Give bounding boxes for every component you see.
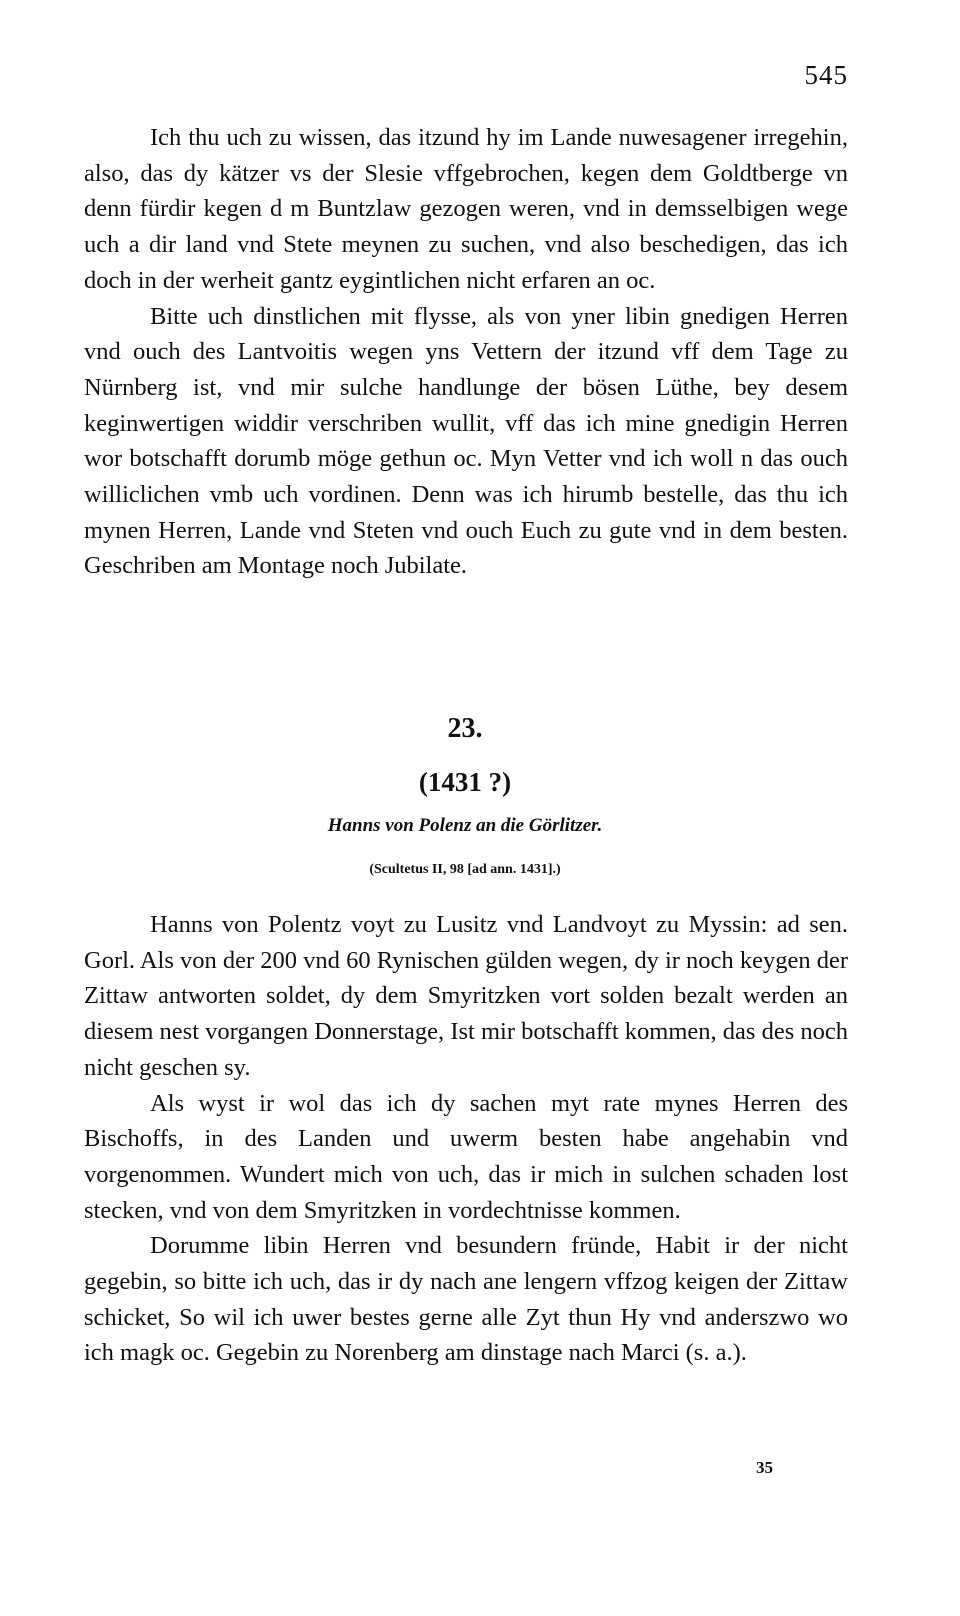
document-heading: Hanns von Polenz an die Görlitzer. bbox=[327, 815, 603, 836]
paragraph: Bitte uch dinstlichen mit flysse, als von yner libin gnedigen Herren vnd ouch des Lantvoitis wegen yns Vettern der itzund vff dem Tage zu Nürnberg ist, vnd mir sulche handlunge der bösen Lüthe, bey desem keginwertigen widdir verschriben wullit, vff das ich mine gnedigin Herren wor botschafft dorumb möge gethun oc. Myn Vetter vnd ich woll n das ouch williclichen vmb uch vordinen. Denn was ich hirumb bestelle, das thu ich mynen Herren, Lande vnd Steten vnd ouch Euch zu gute vnd in dem besten. Geschriben am Montage noch Jubilate. bbox=[84, 302, 848, 580]
paragraph: Als wyst ir wol das ich dy sachen myt rate mynes Herren des Bischoffs, in des Landen und uwerm besten habe angehabin vnd vorgenommen. Wundert mich von uch, das ir mich in sulchen schaden lost stecken, vnd von dem Smyritzken in vordechtnisse kommen. bbox=[84, 1089, 848, 1224]
paragraph: Dorumme libin Herren vnd besundern fründe, Habit ir der nicht gegebin, so bitte ich uch, das ir dy nach ane lengern vffzog keigen der Zittaw schicket, So wil ich uwer bestes gerne alle Zyt thun Hy vnd anderszwo wo ich magk oc. Gegebin zu Norenberg am dinstage nach Marci (s. a.). bbox=[84, 1232, 848, 1367]
document-date: (1431 ?) bbox=[418, 767, 512, 797]
document-number: 23. bbox=[447, 713, 483, 744]
page-number: 545 bbox=[804, 60, 848, 90]
previous-letter-continuation bbox=[84, 120, 848, 584]
letter-body bbox=[84, 907, 848, 1371]
document-source-citation: (Scultetus II, 98 [ad ann. 1431].) bbox=[369, 862, 561, 877]
paragraph: Hanns von Polentz voyt zu Lusitz vnd Landvoyt zu Myssin: ad sen. Gorl. Als von der 200 vnd 60 Rynischen gülden wegen, dy ir noch keygen der Zittaw antworten soldet, dy dem Smyritzken vort solden bezalt werden an diesem nest vorgangen Donnerstage, Ist mir botschafft kommen, das des noch nicht geschen sy. bbox=[84, 911, 848, 1081]
paragraph: Ich thu uch zu wissen, das itzund hy im Lande nuwesagener irregehin, also, das dy kätzer vs der Slesie vffgebrochen, kegen dem Goldtberge vn denn fürdir kegen d m Buntzlaw gezogen weren, vnd in demsselbigen wege uch a dir land vnd Stete meynen zu suchen, vnd also beschedigen, das ich doch in der werheit gantz eygintlichen nicht erfaren an oc. bbox=[84, 124, 848, 294]
printer-signature-mark: 35 bbox=[756, 1458, 773, 1477]
